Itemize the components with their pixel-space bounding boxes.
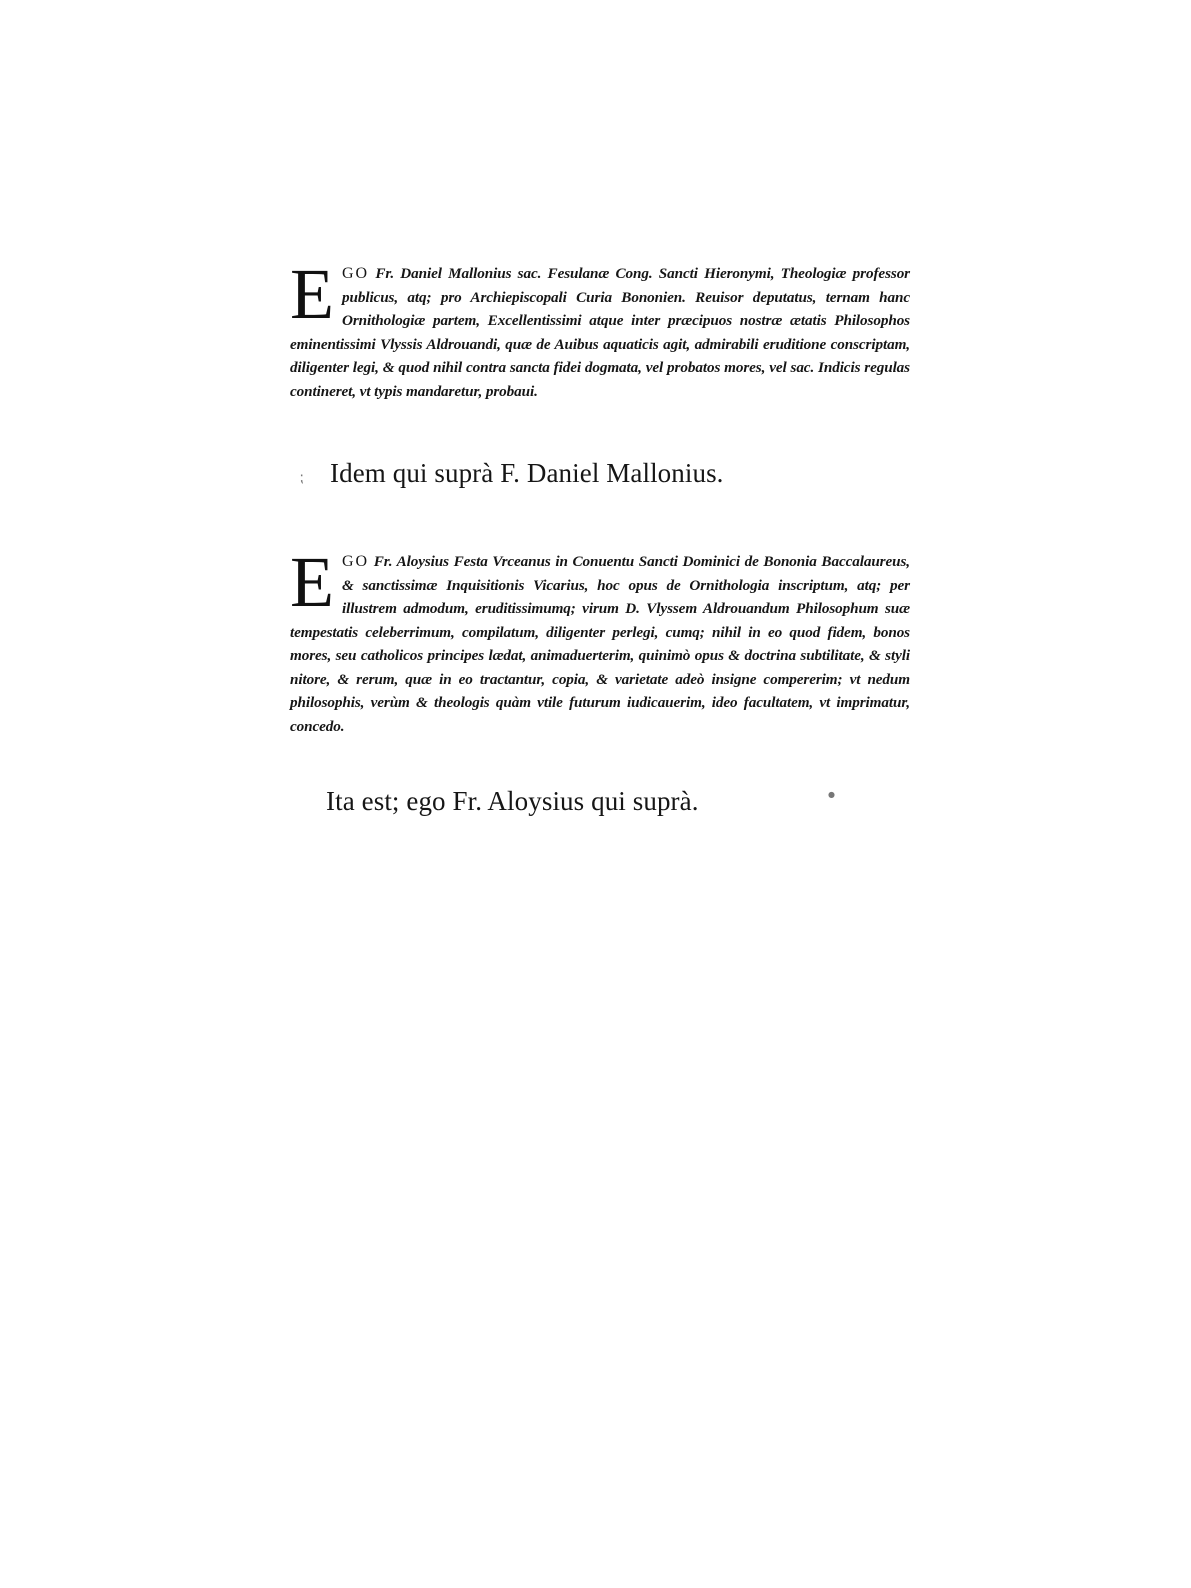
dropcap-initial: E bbox=[290, 254, 334, 334]
print-speck: ⁏ bbox=[299, 470, 304, 486]
approval-text bbox=[290, 254, 910, 403]
approval-paragraph-aloysius bbox=[290, 542, 910, 738]
approval-paragraph-mallonius bbox=[290, 254, 910, 403]
approval-text bbox=[290, 542, 910, 738]
signature-mallonius: Idem qui suprà F. Daniel Mallonius. bbox=[330, 458, 724, 488]
approval-body: Fr. Daniel Mallonius sac. Fesulanæ Cong. Sancti Hieronymi, Theologiæ professor publicus, atq; pro Archiepiscopali Curia Bononien. Reuisor deputatus, ternam hanc Ornithologiæ partem, Excellentissimi atque inter præcipuos nostræ ætatis Philosophos eminentissimi Vlyssis Aldrouandi, quæ de Auibus aquaticis agit, admirabili eruditione conscriptam, diligenter legi, & quod nihil contra sancta fidei dogmata, vel probatos mores, vel sac. Indicis regulas contineret, vt typis mandaretur, probaui. bbox=[290, 265, 910, 400]
approval-lead-word: GO bbox=[341, 265, 370, 282]
dropcap-initial: E bbox=[290, 542, 334, 622]
approval-body: Fr. Aloysius Festa Vrceanus in Conuentu Sancti Dominici de Bononia Baccalaureus, & sanctissimæ Inquisitionis Vicarius, hoc opus de Ornithologia inscriptum, atq; per illustrem admodum, eruditissimumq; virum D. Vlyssem Aldrouandum Philosophum suæ tempestatis celeberrimum, compilatum, diligenter perlegi, cumq; nihil in eo quod fidem, bonos mores, seu catholicos principes lædat, animaduerterim, quinimò opus & doctrina subtilitate, & styli nitore, & rerum, quæ in eo tractantur, copia, & varietate adeò insigne compererim; vt nedum philosophis, verùm & theologis quàm vtile futurum iudicauerim, ideo facultatem, vt imprimatur, concedo. bbox=[290, 553, 910, 735]
print-speck: ● bbox=[828, 790, 835, 799]
signature-aloysius: Ita est; ego Fr. Aloysius qui suprà. bbox=[326, 786, 699, 816]
approval-lead-word: GO bbox=[341, 553, 370, 570]
